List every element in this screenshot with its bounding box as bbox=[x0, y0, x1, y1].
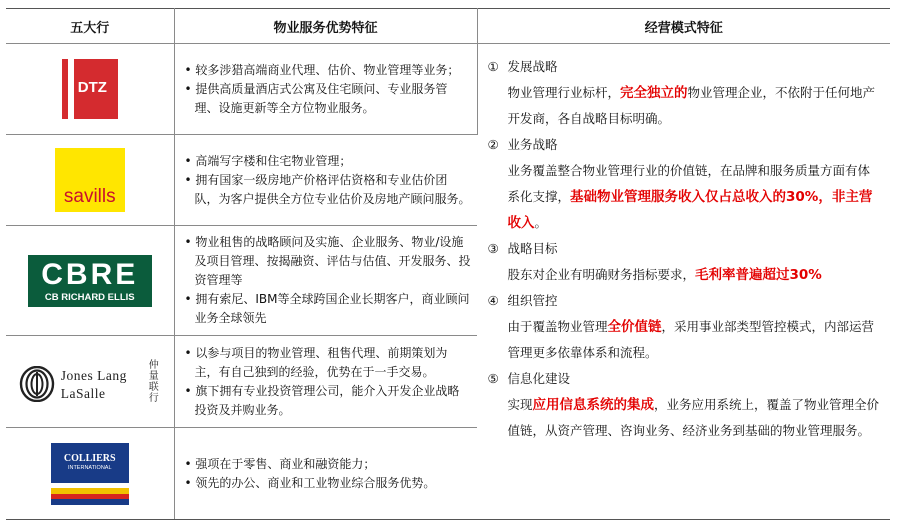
jll-logo: Jones Lang LaSalle 仲量联行 bbox=[15, 358, 165, 406]
feature-item: • 提供高质量酒店式公寓及住宅顾问、专业服务管理、设施更新等全方位物业服务。 bbox=[184, 81, 448, 115]
colliers-logo: COLLIERS INTERNATIONAL bbox=[51, 443, 129, 505]
feature-item: • 以参与项目的物业管理、租售代理、前期策划为主，有自己独到的经验，优势在于一手交易。 bbox=[184, 345, 448, 379]
feature-item: • 物业租售的战略顾问及实施、企业服务、物业/设施及项目管理、按揭融资、评估与估值、开发服务、投资管理等 bbox=[184, 235, 471, 287]
header-business-model: 经营模式特征 bbox=[477, 9, 890, 44]
jll-emblem-icon bbox=[19, 366, 55, 402]
feature-item: • 高端写字楼和住宅物业管理； bbox=[184, 153, 352, 168]
logo-cell bbox=[6, 336, 174, 428]
model-text: 实现应用信息系统的集成，业务应用系统上，覆盖了物业管理全价值链，从资产管理、咨询业务、经济业务到基础的物业管理服务。 bbox=[507, 397, 880, 438]
feature-cell bbox=[174, 226, 477, 336]
model-heading: ③ 战略目标 bbox=[487, 241, 558, 256]
feature-cell bbox=[174, 135, 477, 226]
model-text: 业务覆盖整合物业管理行业的价值链，在品牌和服务质量方面有体系化支撑，基础物业管理服务收入仅占总收入的30%，非主营收入。 bbox=[507, 163, 873, 231]
cbre-logo: CBRE CB RICHARD ELLIS bbox=[28, 255, 152, 307]
feature-cell bbox=[174, 44, 477, 135]
colliers-stripes-icon bbox=[51, 483, 129, 505]
feature-item: • 拥有索尼、IBM等全球跨国企业长期客户，商业顾问业务全球领先 bbox=[184, 292, 470, 325]
logo-cell bbox=[6, 135, 174, 226]
header-companies: 五大行 bbox=[6, 9, 174, 44]
savills-logo: savills bbox=[55, 148, 125, 212]
feature-cell bbox=[174, 428, 477, 520]
model-text: 物业管理行业标杆，完全独立的物业管理企业，不依附于任何地产开发商，各自战略目标明确。 bbox=[507, 85, 876, 126]
feature-item: • 旗下拥有专业投资管理公司，能介入开发企业战略投资及并购业务。 bbox=[184, 383, 460, 417]
model-heading: ⑤ 信息化建设 bbox=[487, 371, 571, 386]
header-service-features: 物业服务优势特征 bbox=[174, 9, 477, 44]
comparison-table bbox=[6, 8, 890, 520]
logo-cell bbox=[6, 44, 174, 135]
model-text: 股东对企业有明确财务指标要求，毛利率普遍超过30% bbox=[507, 267, 822, 283]
model-cell bbox=[477, 44, 890, 520]
dtz-logo: DTZ bbox=[62, 59, 118, 119]
model-text: 由于覆盖物业管理全价值链，采用事业部类型管控模式，内部运营管理更多依靠体系和流程。 bbox=[507, 319, 875, 360]
model-heading: ① 发展战略 bbox=[487, 59, 558, 74]
feature-item: • 强项在于零售、商业和融资能力； bbox=[184, 456, 376, 471]
table-row bbox=[6, 44, 890, 135]
logo-cell bbox=[6, 226, 174, 336]
feature-item: • 领先的办公、商业和工业物业综合服务优势。 bbox=[184, 475, 436, 490]
model-heading: ② 业务战略 bbox=[487, 137, 558, 152]
model-heading: ④ 组织管控 bbox=[487, 293, 558, 308]
feature-cell bbox=[174, 336, 477, 428]
feature-item: • 拥有国家一级房地产价格评估资格和专业估价团队，为客户提供全方位专业估价及房地产顾问服务。 bbox=[184, 172, 471, 206]
header-row bbox=[6, 9, 890, 44]
logo-cell bbox=[6, 428, 174, 520]
feature-item: • 较多涉猎高端商业代理、估价、物业管理等业务； bbox=[184, 62, 460, 77]
